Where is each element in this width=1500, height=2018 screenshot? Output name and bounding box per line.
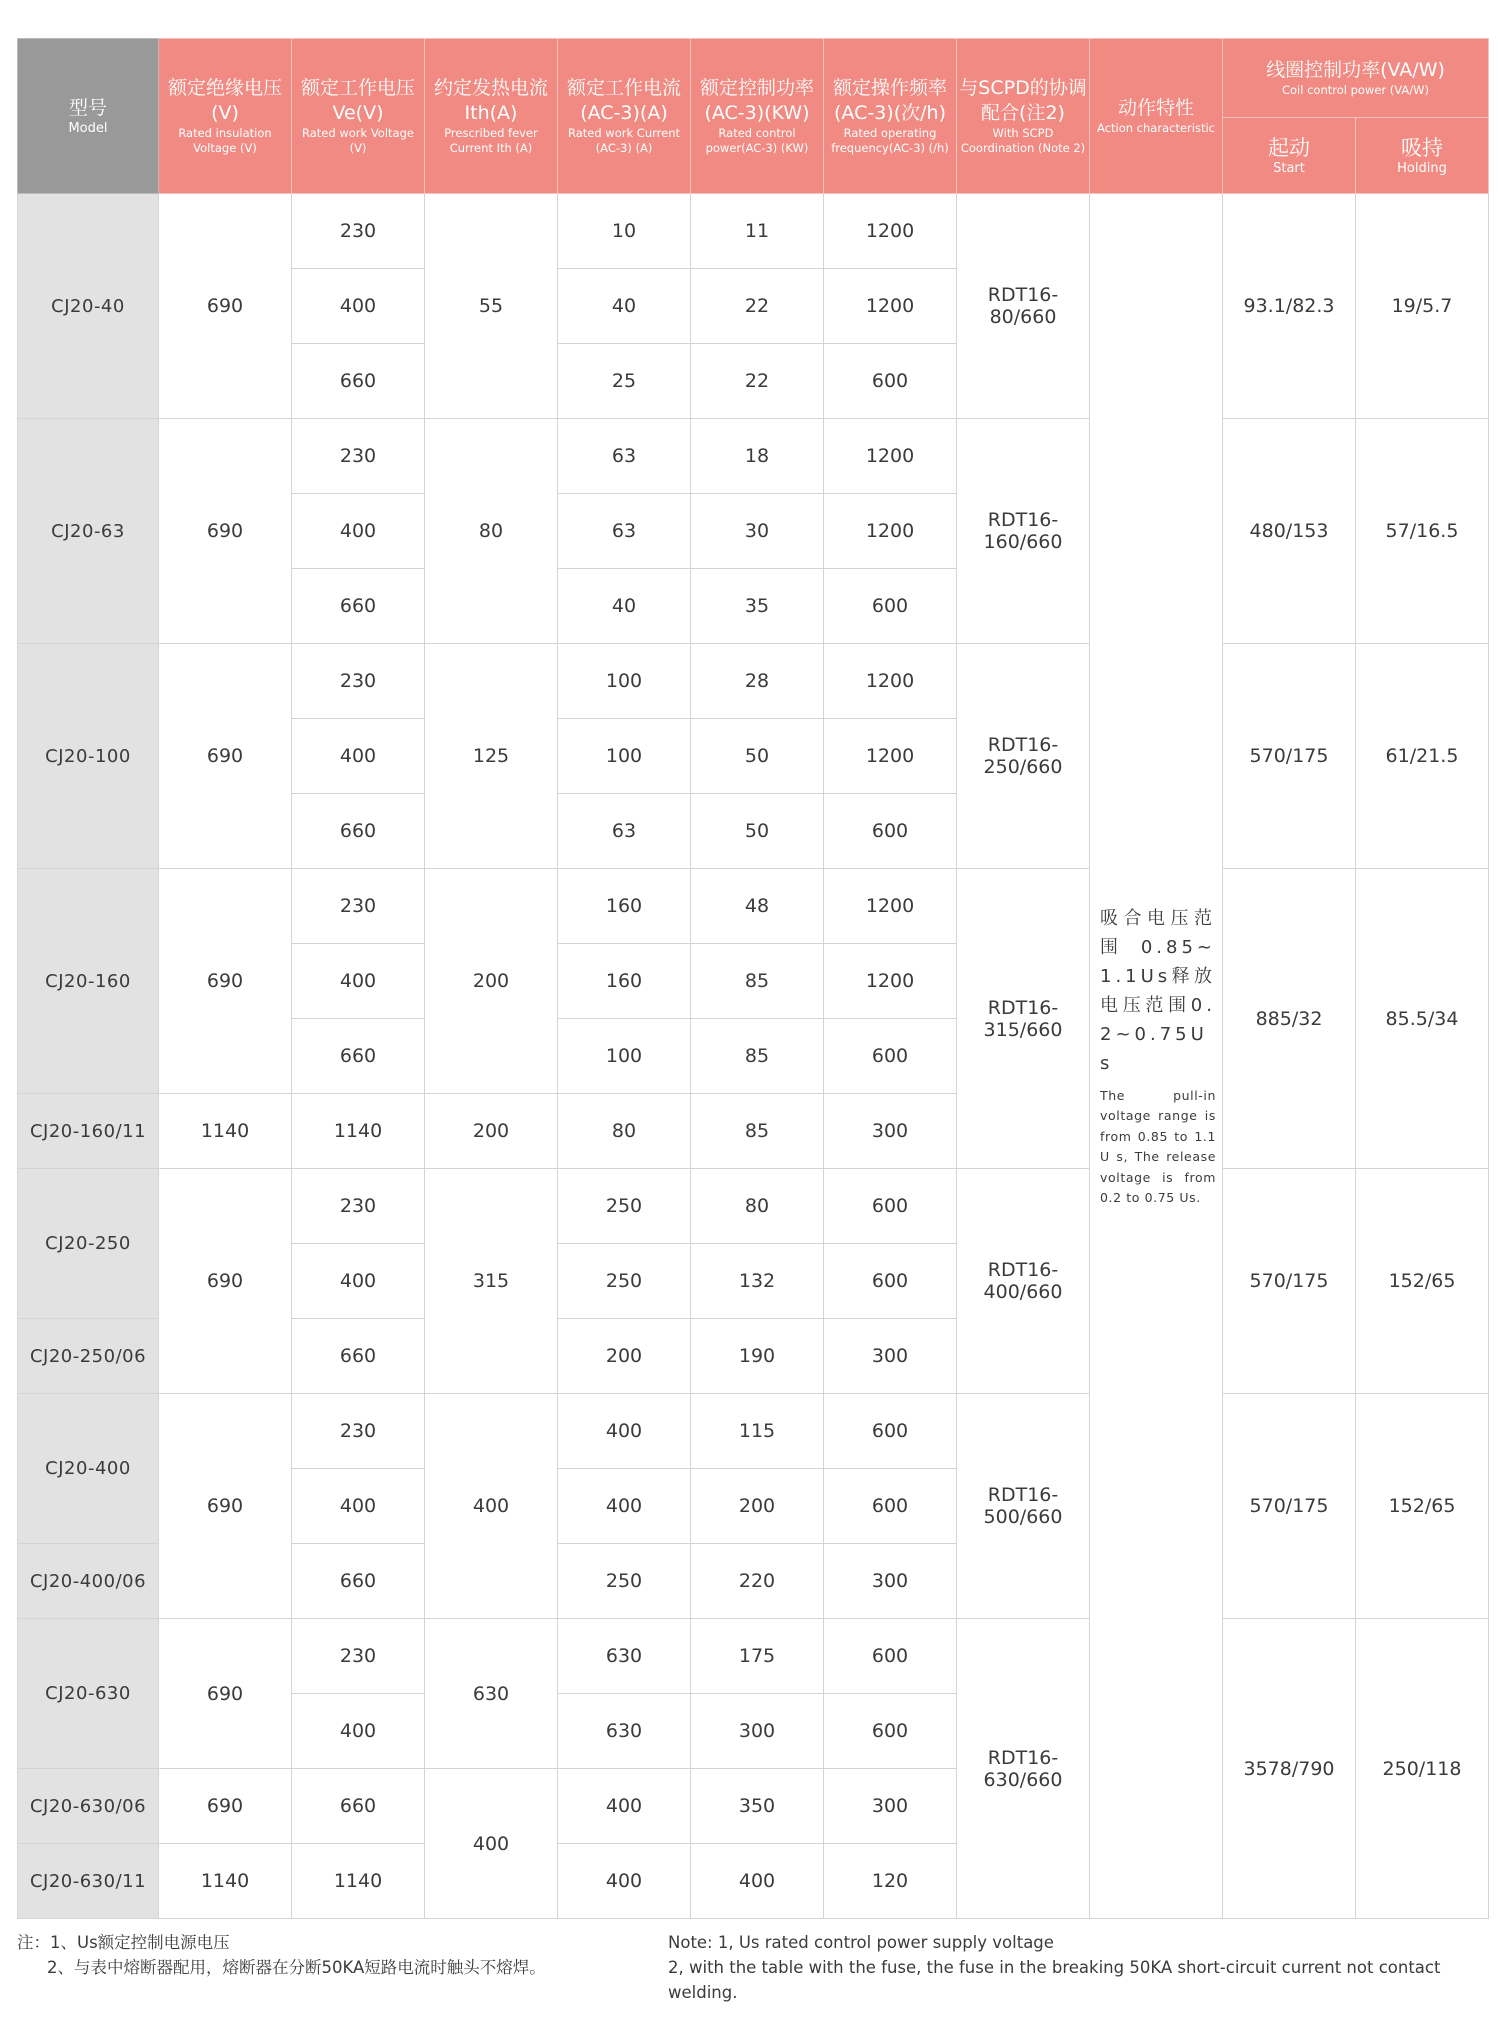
heat-current-cell: 400 [425,1394,558,1619]
control-power-cell: 85 [691,944,824,1019]
control-power-cell: 190 [691,1319,824,1394]
action-text-en: The pull-in voltage range is from 0.85 to 1.1 U s, The release voltage is from 0.2 to 0.75 Us. [1100,1087,1216,1205]
work-voltage-cell: 660 [292,1019,425,1094]
control-power-cell: 115 [691,1394,824,1469]
work-voltage-cell: 660 [292,1769,425,1844]
work-current-cell: 160 [558,944,691,1019]
insulation-cell: 690 [159,644,292,869]
work-voltage-cell: 660 [292,1544,425,1619]
control-power-cell: 18 [691,419,824,494]
control-power-cell: 35 [691,569,824,644]
insulation-cell: 690 [159,1769,292,1844]
insulation-cell: 1140 [159,1844,292,1919]
header-holding [1356,118,1489,194]
control-power-cell: 48 [691,869,824,944]
insulation-cell: 690 [159,1169,292,1394]
model-cell: CJ20-40 [18,194,159,419]
model-cell: CJ20-630 [18,1619,159,1769]
work-current-cell: 400 [558,1469,691,1544]
insulation-cell: 690 [159,1619,292,1769]
header-control-power-zh: 额定控制功率(AC-3)(KW) [699,77,814,124]
start-power-cell: 93.1/82.3 [1223,194,1356,419]
start-power-cell: 885/32 [1223,869,1356,1169]
heat-current-cell: 80 [425,419,558,644]
control-power-cell: 350 [691,1769,824,1844]
work-voltage-cell: 400 [292,944,425,1019]
header-scpd [957,39,1090,194]
control-power-cell: 22 [691,344,824,419]
work-current-cell: 250 [558,1244,691,1319]
frequency-cell: 600 [824,1019,957,1094]
work-current-cell: 630 [558,1694,691,1769]
scpd-cell: RDT16-250/660 [957,644,1090,869]
model-cell: CJ20-630/06 [18,1769,159,1844]
work-voltage-cell: 230 [292,869,425,944]
start-power-cell: 3578/790 [1223,1619,1356,1919]
control-power-cell: 50 [691,794,824,869]
scpd-cell: RDT16-80/660 [957,194,1090,419]
heat-current-cell: 200 [425,869,558,1094]
header-frequency [824,39,957,194]
frequency-cell: 1200 [824,719,957,794]
work-voltage-cell: 230 [292,194,425,269]
work-voltage-cell: 660 [292,344,425,419]
control-power-cell: 400 [691,1844,824,1919]
frequency-cell: 600 [824,1469,957,1544]
header-start-zh: 起动 [1268,135,1310,160]
header-work-current [558,39,691,194]
header-frequency-en: Rated operating frequency(AC-3) (/h) [831,126,949,155]
model-cell: CJ20-100 [18,644,159,869]
control-power-cell: 85 [691,1019,824,1094]
frequency-cell: 600 [824,1694,957,1769]
holding-power-cell: 250/118 [1356,1619,1489,1919]
header-action-zh: 动作特性 [1117,97,1194,119]
work-current-cell: 63 [558,494,691,569]
header-action-en: Action characteristic [1097,121,1215,135]
model-cell: CJ20-160/11 [18,1094,159,1169]
header-heat-current [425,39,558,194]
header-start-en: Start [1273,160,1305,176]
header-model [18,39,159,194]
frequency-cell: 600 [824,794,957,869]
model-cell: CJ20-630/11 [18,1844,159,1919]
frequency-cell: 1200 [824,869,957,944]
frequency-cell: 1200 [824,644,957,719]
work-current-cell: 630 [558,1619,691,1694]
work-voltage-cell: 400 [292,494,425,569]
frequency-cell: 300 [824,1769,957,1844]
insulation-cell: 690 [159,419,292,644]
header-heat-current-zh: 约定发热电流Ith(A) [433,77,548,124]
holding-power-cell: 152/65 [1356,1394,1489,1619]
work-voltage-cell: 400 [292,1244,425,1319]
work-current-cell: 40 [558,269,691,344]
start-power-cell: 570/175 [1223,1169,1356,1394]
heat-current-cell: 630 [425,1619,558,1769]
model-cell: CJ20-400/06 [18,1544,159,1619]
model-cell: CJ20-63 [18,419,159,644]
scpd-cell: RDT16-160/660 [957,419,1090,644]
header-coil-zh: 线圈控制功率(VA/W) [1266,59,1445,81]
work-current-cell: 250 [558,1169,691,1244]
work-voltage-cell: 400 [292,269,425,344]
work-voltage-cell: 230 [292,1619,425,1694]
header-model-en: Model [68,121,108,136]
work-current-cell: 100 [558,644,691,719]
header-work-current-zh: 额定工作电流(AC-3)(A) [566,77,681,124]
header-model-zh: 型号 [68,97,107,119]
header-control-power [691,39,824,194]
frequency-cell: 1200 [824,944,957,1019]
holding-power-cell: 152/65 [1356,1169,1489,1394]
frequency-cell: 600 [824,1619,957,1694]
work-current-cell: 80 [558,1094,691,1169]
model-cell: CJ20-250 [18,1169,159,1319]
frequency-cell: 300 [824,1319,957,1394]
work-voltage-cell: 660 [292,1319,425,1394]
holding-power-cell: 61/21.5 [1356,644,1489,869]
frequency-cell: 600 [824,1244,957,1319]
header-work-current-en: Rated work Current (AC-3) (A) [567,126,680,155]
control-power-cell: 11 [691,194,824,269]
work-voltage-cell: 1140 [292,1094,425,1169]
scpd-cell: RDT16-400/660 [957,1169,1090,1394]
control-power-cell: 50 [691,719,824,794]
header-coil [1223,39,1489,118]
note-zh-2: 2、与表中熔断器配用，熔断器在分断50KA短路电流时触头不熔焊。 [47,1958,546,1977]
model-cell: CJ20-400 [18,1394,159,1544]
model-cell: CJ20-160 [18,869,159,1094]
heat-current-cell: 200 [425,1094,558,1169]
notes-english [668,1930,1500,2005]
header-frequency-zh: 额定操作频率(AC-3)(次/h) [832,77,947,124]
header-insulation-zh: 额定绝缘电压(V) [167,77,282,124]
control-power-cell: 132 [691,1244,824,1319]
note-zh-1: 注：1、Us额定控制电源电压 [17,1933,230,1952]
header-action [1090,39,1223,194]
action-text-zh: 吸合电压范围0.85~1.1Us释放电压范围0.2~0.75Us [1100,907,1216,1074]
heat-current-cell: 55 [425,194,558,419]
insulation-cell: 1140 [159,1094,292,1169]
work-voltage-cell: 400 [292,719,425,794]
frequency-cell: 600 [824,344,957,419]
start-power-cell: 570/175 [1223,1394,1356,1619]
model-cell: CJ20-250/06 [18,1319,159,1394]
heat-current-cell: 125 [425,644,558,869]
frequency-cell: 1200 [824,269,957,344]
control-power-cell: 85 [691,1094,824,1169]
note-en-1: Note: 1, Us rated control power supply voltage [668,1933,1054,1952]
start-power-cell: 480/153 [1223,419,1356,644]
work-voltage-cell: 1140 [292,1844,425,1919]
insulation-cell: 690 [159,1394,292,1619]
header-scpd-en: With SCPD Coordination (Note 2) [960,126,1086,155]
work-current-cell: 160 [558,869,691,944]
frequency-cell: 600 [824,569,957,644]
work-current-cell: 400 [558,1844,691,1919]
work-voltage-cell: 400 [292,1694,425,1769]
header-insulation-en: Rated insulation Voltage (V) [178,126,272,155]
work-current-cell: 200 [558,1319,691,1394]
header-insulation [159,39,292,194]
control-power-cell: 22 [691,269,824,344]
work-current-cell: 400 [558,1769,691,1844]
scpd-cell: RDT16-315/660 [957,869,1090,1169]
frequency-cell: 1200 [824,194,957,269]
work-current-cell: 40 [558,569,691,644]
control-power-cell: 28 [691,644,824,719]
start-power-cell: 570/175 [1223,644,1356,869]
spec-table [17,38,1489,1919]
action-characteristic-cell [1090,194,1223,1919]
header-scpd-zh: 与SCPD的协调配合(注2) [959,77,1087,124]
frequency-cell: 600 [824,1169,957,1244]
note-en-2: 2, with the table with the fuse, the fuse in the breaking 50KA short-circuit current not contact welding. [668,1958,1441,2002]
work-voltage-cell: 660 [292,569,425,644]
header-control-power-en: Rated control power(AC-3) (KW) [705,126,809,155]
holding-power-cell: 85.5/34 [1356,869,1489,1169]
work-current-cell: 63 [558,419,691,494]
header-start [1223,118,1356,194]
header-holding-en: Holding [1397,160,1447,176]
control-power-cell: 80 [691,1169,824,1244]
scpd-cell: RDT16-500/660 [957,1394,1090,1619]
work-voltage-cell: 230 [292,1169,425,1244]
frequency-cell: 300 [824,1094,957,1169]
notes-chinese [17,1930,546,1980]
heat-current-cell: 400 [425,1769,558,1919]
control-power-cell: 220 [691,1544,824,1619]
work-voltage-cell: 400 [292,1469,425,1544]
frequency-cell: 300 [824,1544,957,1619]
insulation-cell: 690 [159,194,292,419]
frequency-cell: 1200 [824,494,957,569]
control-power-cell: 200 [691,1469,824,1544]
work-current-cell: 250 [558,1544,691,1619]
holding-power-cell: 19/5.7 [1356,194,1489,419]
header-heat-current-en: Prescribed fever Current Ith (A) [444,126,538,155]
frequency-cell: 1200 [824,419,957,494]
heat-current-cell: 315 [425,1169,558,1394]
header-work-voltage [292,39,425,194]
work-current-cell: 10 [558,194,691,269]
control-power-cell: 30 [691,494,824,569]
work-current-cell: 100 [558,1019,691,1094]
work-voltage-cell: 230 [292,1394,425,1469]
header-holding-zh: 吸持 [1401,135,1443,160]
holding-power-cell: 57/16.5 [1356,419,1489,644]
control-power-cell: 175 [691,1619,824,1694]
header-work-voltage-en: Rated work Voltage (V) [302,126,414,155]
work-voltage-cell: 230 [292,419,425,494]
work-voltage-cell: 230 [292,644,425,719]
work-current-cell: 100 [558,719,691,794]
header-work-voltage-zh: 额定工作电压Ve(V) [300,77,415,124]
scpd-cell: RDT16-630/660 [957,1619,1090,1919]
control-power-cell: 300 [691,1694,824,1769]
frequency-cell: 120 [824,1844,957,1919]
work-current-cell: 400 [558,1394,691,1469]
work-voltage-cell: 660 [292,794,425,869]
header-coil-en: Coil control power (VA/W) [1281,83,1430,97]
work-current-cell: 25 [558,344,691,419]
frequency-cell: 600 [824,1394,957,1469]
insulation-cell: 690 [159,869,292,1094]
work-current-cell: 63 [558,794,691,869]
